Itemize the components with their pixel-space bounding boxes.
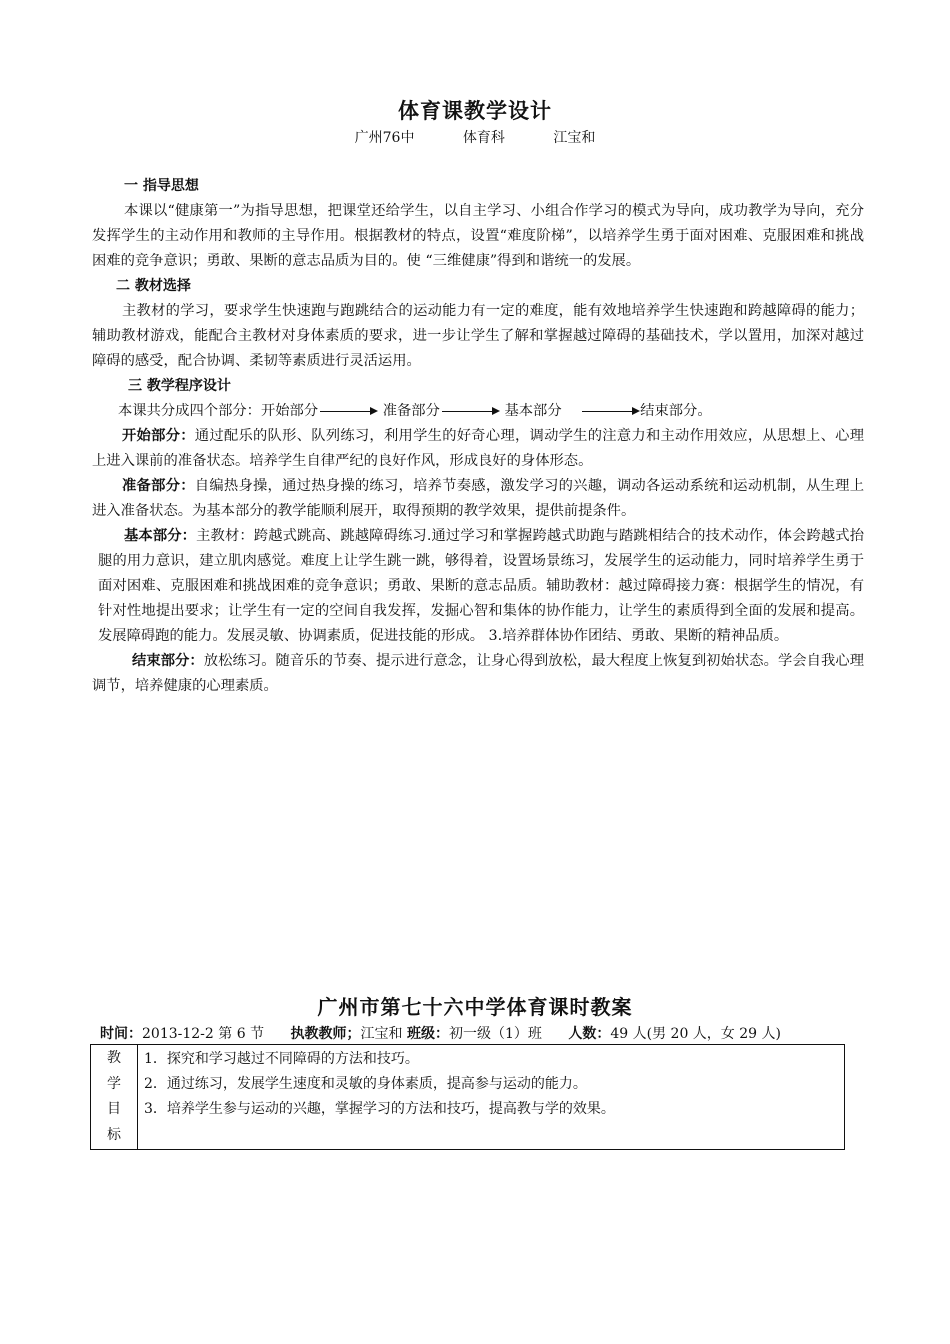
lesson-info-line [100,1023,860,1043]
end-part-label: 结束部分： [132,653,204,669]
section-body-material: 主教材的学习，要求学生快速跑与跑跳结合的运动能力有一定的难度，能有效地培养学生快速跑和跨越障碍的能力；辅助教材游戏，能配合主教材对身体素质的要求，进一步让学生了解和掌握越过障碍的基础技术，学以置用，加深对越过障碍的感受，配合协调、柔韧等素质进行灵活运用。 [92,303,864,369]
design-content [92,174,864,699]
goals-list [138,1045,845,1150]
start-part-label: 开始部分： [122,428,195,444]
class-value: 初一级（1）班 [448,1026,542,1042]
prep-part-label: 准备部分： [122,478,195,494]
end-part-body: 放松练习。随音乐的节奏、提示进行意念，让身心得到放松，最大程度上恢复到初始状态。学会自我心理调节，培养健康的心理素质。 [92,653,865,694]
flow-step-basic: 基本部分 [504,403,562,419]
list-item: 1．探究和学习越过不同障碍的方法和技巧。 [144,1051,419,1067]
lesson-plan-title: 广州市第七十六中学体育课时教案 [317,995,633,1019]
arrow-right-icon [442,411,498,412]
design-title: 体育课教学设计 [398,99,552,123]
time-label: 时间： [100,1026,142,1042]
count-value: 49 人(男 20 人，女 29 人) [610,1026,781,1042]
end-part [92,649,864,699]
arrow-right-icon [582,411,638,412]
teacher-name: 江宝和 [553,130,596,146]
school-name: 广州76中 [354,130,415,146]
flow-step-start: 本课共分成四个部分：开始部分 [118,403,319,419]
list-item: 3．培养学生参与运动的兴趣，掌握学习的方法和技巧，提高教与学的效果。 [144,1101,615,1117]
author-line [0,127,950,147]
basic-part [92,524,864,649]
time-value: 2013-12-2 第 6 节 [142,1026,265,1042]
department-name: 体育科 [462,130,505,146]
teacher-value: 江宝和 [360,1026,403,1042]
start-part-body: 通过配乐的队形、队列练习，利用学生的好奇心理，调动学生的注意力和主动作用效应，从思想上、心理上进入课前的准备状态。培养学生自律严纪的良好作风，形成良好的身体形态。 [92,428,865,469]
flow-step-prep: 准备部分 [382,403,440,419]
prep-part-body: 自编热身操，通过热身操的练习，培养节奏感，激发学习的兴趣，调动各运动系统和运动机制，从生理上进入准备状态。为基本部分的教学能顺利展开，取得预期的教学效果，提供前提条件。 [92,478,865,519]
section-heading-guiding: 一 指导思想 [124,178,199,194]
teacher-label: 执教教师； [290,1026,361,1042]
basic-part-body: 主教材：跨越式跳高、跳越障碍练习.通过学习和掌握跨越式助跑与踏跳相结合的技术动作，体会跨越式抬腿的用力意识，建立肌肉感觉。难度上让学生跳一跳，够得着，设置场景练习，发展学生的运动能力，同时培养学生勇于面对困难、克服困难和挑战困难的竞争意识；勇敢、果断的意志品质。辅助教材：越过障碍接力赛：根据学生的情况，有针对性地提出要求；让学生有一定的空间自我发挥，发掘心智和集体的协作能力，让学生的素质得到全面的发展和提高。发展障碍跑的能力。发展灵敏、协调素质，促进技能的形成。 3.培养群体协作团结、勇敢、果断的精神品质。 [98,528,864,644]
arrow-right-icon [320,411,376,412]
list-item: 2．通过练习，发展学生速度和灵敏的身体素质，提高参与运动的能力。 [144,1076,587,1092]
prep-part [92,474,864,524]
section-heading-procedure: 三 教学程序设计 [128,378,231,394]
flow-step-end: 结束部分。 [640,403,712,419]
basic-part-label: 基本部分： [124,528,197,544]
section-heading-material: 二 教材选择 [116,278,191,294]
goals-side-label: 教 学 目 标 [91,1045,138,1150]
table-row [91,1045,845,1150]
count-label: 人数： [568,1026,611,1042]
section-body-guiding: 本课以“健康第一”为指导思想，把课堂还给学生，以自主学习、小组合作学习的模式为导向，成功教学为导向，充分发挥学生的主动作用和教师的主导作用。根据教材的特点，设置“难度阶梯”，以培养学生勇于面对困难、克服困难和挑战困难的竞争意识；勇敢、果断的意志品质为目的。使 “三维健康”得到和谐统一的发展。 [92,203,864,269]
procedure-flow [92,399,864,424]
start-part [92,424,864,474]
class-label: 班级： [406,1026,449,1042]
teaching-goals-table [90,1044,845,1150]
